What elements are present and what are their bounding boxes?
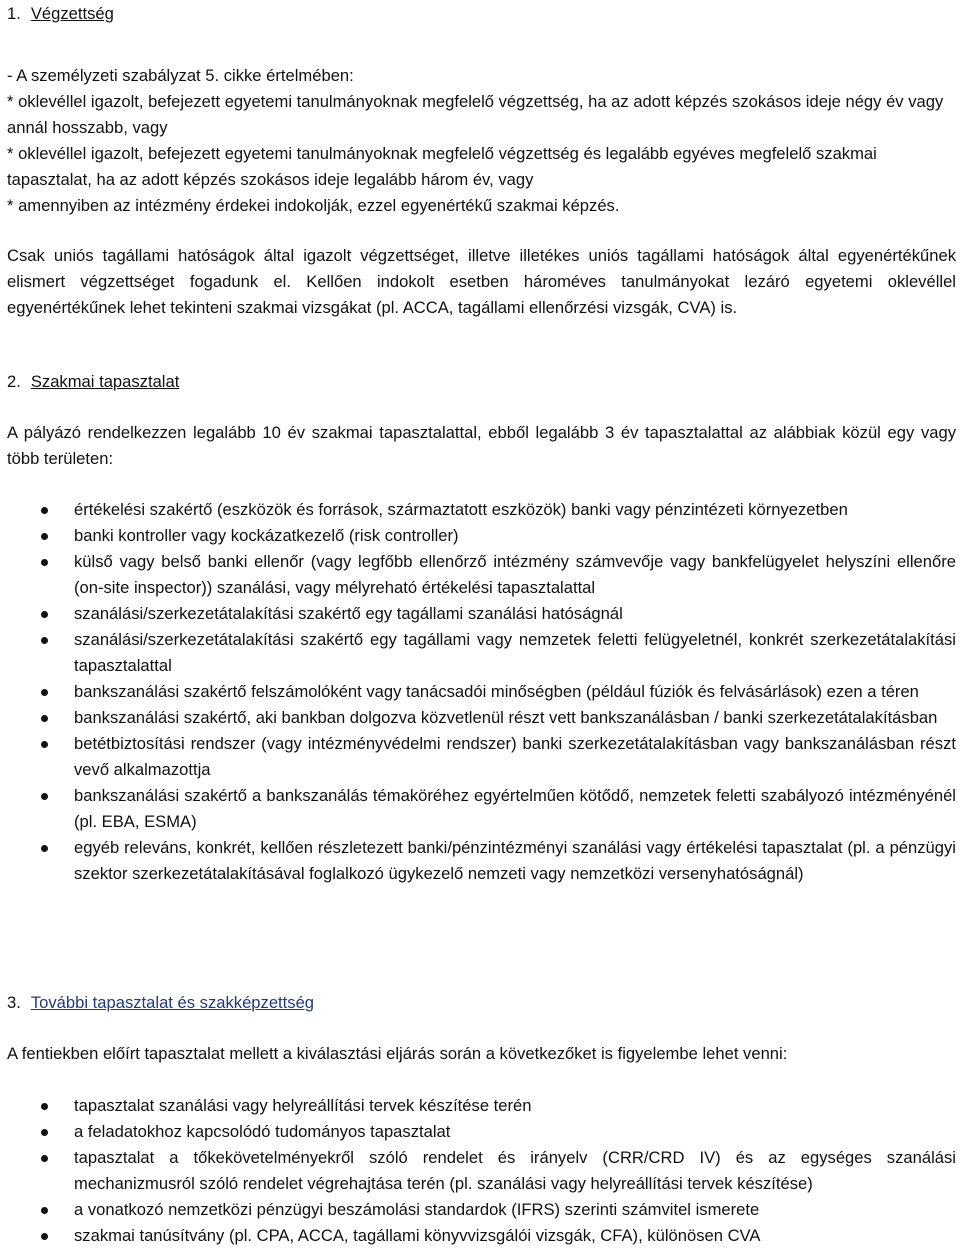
- bullet-icon: [41, 637, 48, 644]
- bullet-icon: [41, 559, 48, 566]
- section-2-list: [7, 497, 956, 887]
- bullet-icon: [41, 1103, 48, 1110]
- bullet-icon: [41, 715, 48, 722]
- bullet-icon: [41, 533, 48, 540]
- list-item: egyéb releváns, konkrét, kellően részletezett banki/pénzintézményi szanálási vagy értékelési tapasztalat (pl. a pénzügyi szektor szerkezetátalakításával foglalkozó ügykezelő nemzeti vagy nemzetközi versenyhatóságnál): [7, 835, 956, 887]
- list-item: szakmai tanúsítvány (pl. CPA, ACCA, tagállami könyvvizsgálói vizsgák, CFA), különösen CVA: [7, 1223, 956, 1249]
- bullet-icon: [41, 1233, 48, 1240]
- intro-line-3: * oklevéllel igazolt, befejezett egyetemi tanulmányoknak megfelelő végzettség és legalább egyéves megfelelő szakmai tapasztalat, ha az adott képzés szokásos ideje legalább három év, vagy: [7, 144, 877, 189]
- section-1-number: 1.: [7, 4, 21, 23]
- list-item: banki kontroller vagy kockázatkezelő (risk controller): [7, 523, 956, 549]
- section-1-heading: [7, 1, 114, 27]
- bullet-icon: [41, 1207, 48, 1214]
- list-item: bankszanálási szakértő felszámolóként vagy tanácsadói minőségben (például fúziók és felvásárlások) ezen a téren: [7, 679, 956, 705]
- list-item: a feladatokhoz kapcsolódó tudományos tapasztalat: [7, 1119, 956, 1145]
- list-item: külső vagy belső banki ellenőr (vagy legfőbb ellenőrző intézmény számvevője vagy bankfelügyelet helyszíni ellenőre (on-site inspector)) szanálási, vagy mélyreható értékelési tapasztalattal: [7, 549, 956, 601]
- section-3-paragraph: A fentiekben előírt tapasztalat mellett a kiválasztási eljárás során a következőket is figyelembe lehet venni:: [7, 1044, 788, 1063]
- section-2-title: Szakmai tapasztalat: [30, 372, 180, 391]
- list-item: értékelési szakértő (eszközök és források, származtatott eszközök) banki vagy pénzintézeti környezetben: [7, 497, 956, 523]
- section-3-number: 3.: [7, 993, 21, 1012]
- section-1-paragraph: Csak uniós tagállami hatóságok által igazolt végzettséget, illetve illetékes uniós tagállami hatóságok által egyenértékűnek elismert végzettséget fogadunk el. Kellően indokolt esetben hároméves tanulmányokat lezáró egyetemi oklevéllel egyenértékűnek lehet tekinteni szakmai vizsgákat (pl. ACCA, tagállami ellenőrzési vizsgák, CVA) is.: [7, 246, 956, 317]
- section-1-intro: [7, 63, 956, 219]
- section-2-heading: [7, 369, 179, 395]
- list-item: tapasztalat szanálási vagy helyreállítási tervek készítése terén: [7, 1093, 956, 1119]
- bullet-icon: [41, 845, 48, 852]
- bullet-icon: [41, 741, 48, 748]
- section-3-list: [7, 1093, 956, 1249]
- list-item: bankszanálási szakértő a bankszanálás témaköréhez egyértelműen kötődő, nemzetek feletti szabályozó intézményénél (pl. EBA, ESMA): [7, 783, 956, 835]
- section-3-title: További tapasztalat és szakképzettség: [30, 993, 315, 1012]
- section-1-title: Végzettség: [30, 4, 114, 23]
- list-item: szanálási/szerkezetátalakítási szakértő egy tagállami szanálási hatóságnál: [7, 601, 956, 627]
- list-item: tapasztalat a tőkekövetelményekről szóló rendelet és irányelv (CRR/CRD IV) és az egységes szanálási mechanizmusról szóló rendelet végrehajtása terén (pl. szanálási vagy helyreállítási tervek készítése): [7, 1145, 956, 1197]
- bullet-icon: [41, 793, 48, 800]
- intro-line-2: * oklevéllel igazolt, befejezett egyetemi tanulmányoknak megfelelő végzettség, ha az adott képzés szokásos ideje négy év vagy annál hosszabb, vagy: [7, 92, 944, 137]
- list-item: bankszanálási szakértő, aki bankban dolgozva közvetlenül részt vett bankszanálásban / banki szerkezetátalakításban: [7, 705, 956, 731]
- section-2-paragraph: A pályázó rendelkezzen legalább 10 év szakmai tapasztalattal, ebből legalább 3 év tapasztalattal az alábbiak közül egy vagy több területen:: [7, 423, 956, 468]
- intro-line-4: * amennyiben az intézmény érdekei indokolják, ezzel egyenértékű szakmai képzés.: [7, 196, 620, 215]
- bullet-icon: [41, 689, 48, 696]
- bullet-icon: [41, 1155, 48, 1162]
- section-3-heading: [7, 990, 314, 1016]
- section-2-number: 2.: [7, 372, 21, 391]
- list-item: a vonatkozó nemzetközi pénzügyi beszámolási standardok (IFRS) szerinti számvitel ismerete: [7, 1197, 956, 1223]
- list-item: szanálási/szerkezetátalakítási szakértő egy tagállami vagy nemzetek feletti felügyeletnél, konkrét szerkezetátalakítási tapasztalattal: [7, 627, 956, 679]
- bullet-icon: [41, 507, 48, 514]
- bullet-icon: [41, 1129, 48, 1136]
- list-item: betétbiztosítási rendszer (vagy intézményvédelmi rendszer) banki szerkezetátalakításban vagy bankszanálásban részt vevő alkalmazottja: [7, 731, 956, 783]
- intro-line-1: - A személyzeti szabályzat 5. cikke értelmében:: [7, 66, 354, 85]
- bullet-icon: [41, 611, 48, 618]
